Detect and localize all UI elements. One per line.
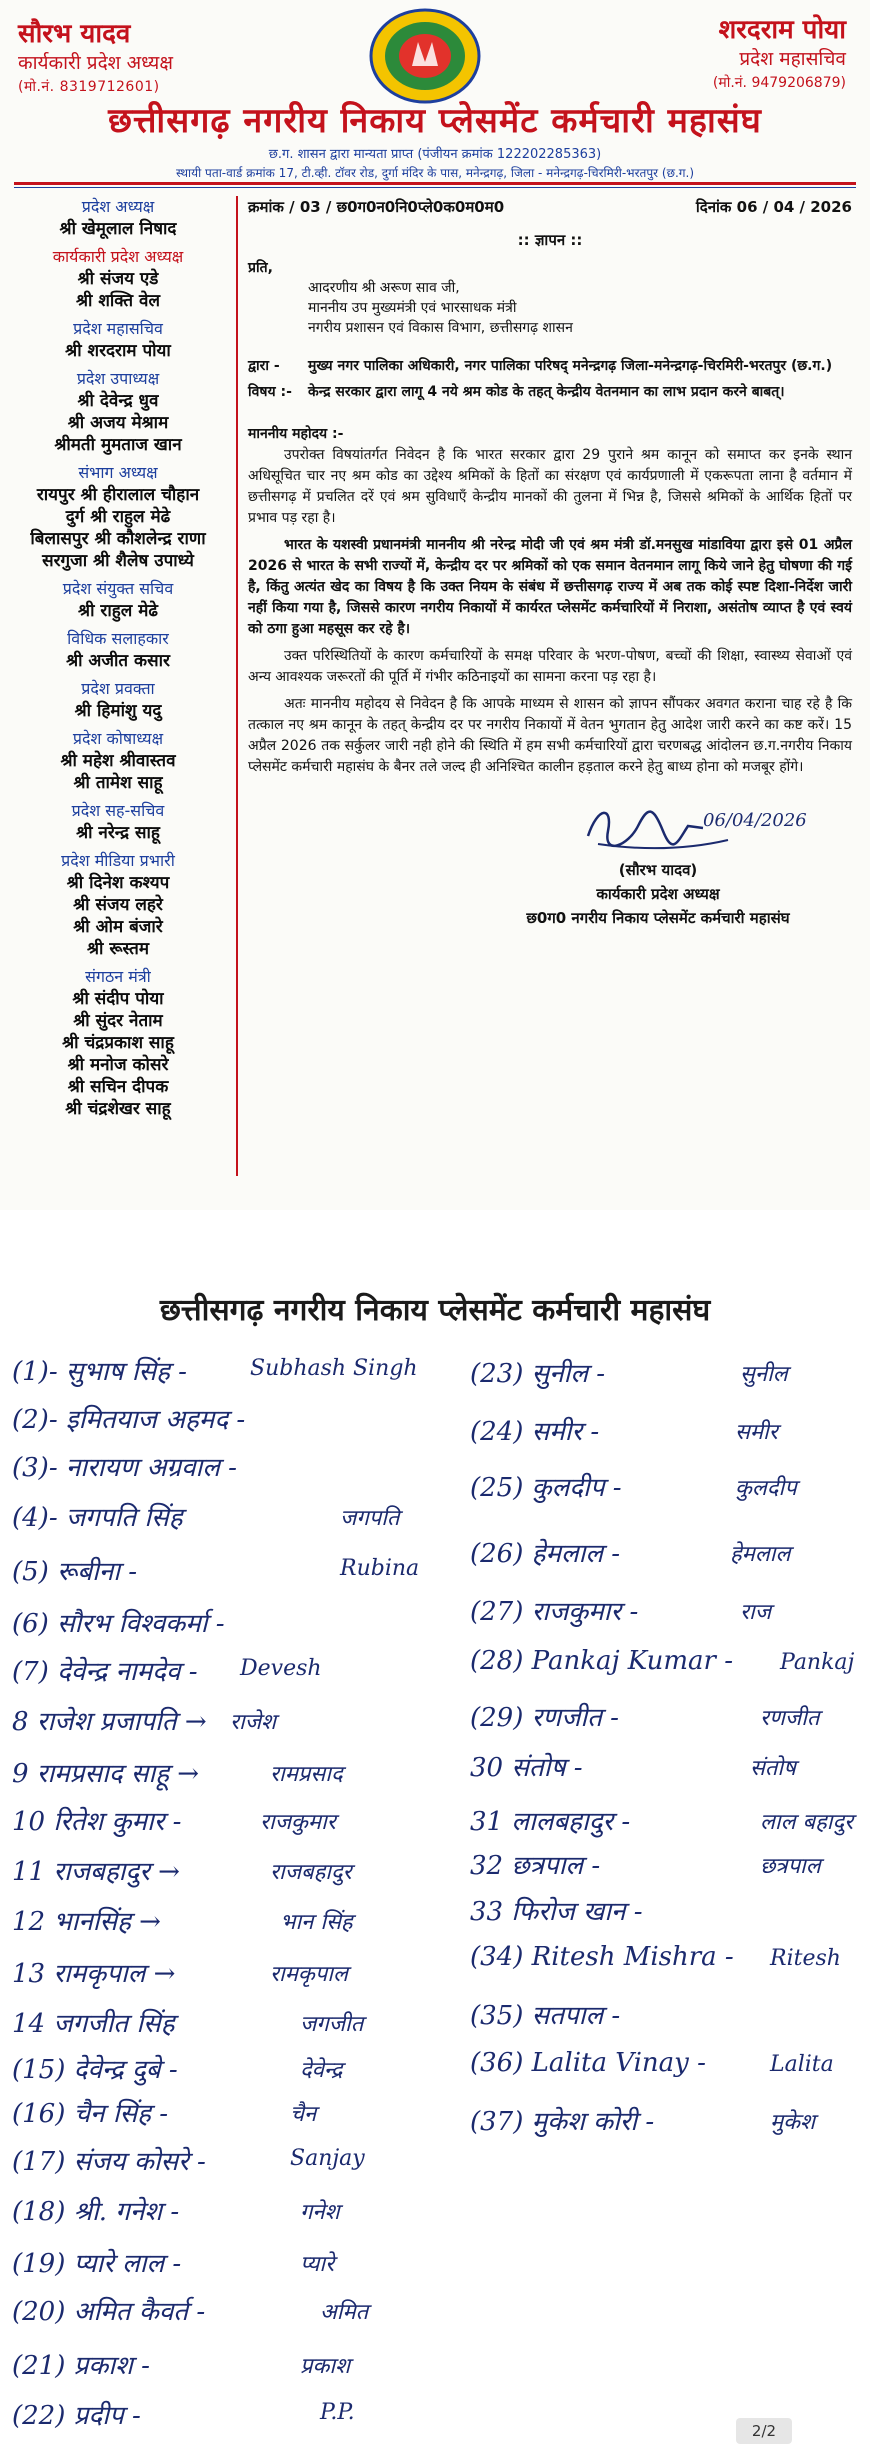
handwritten-signature: चैन xyxy=(290,2102,317,2127)
sidebar-group xyxy=(8,246,228,312)
subject-text: केन्द्र सरकार द्वारा लागू 4 नये श्रम कोड के तहत् केन्द्रीय वेतनमान का लाभ प्रदान करने बाबत्। xyxy=(308,384,785,400)
handwritten-signature: मुकेश xyxy=(770,2110,816,2135)
sidebar-group xyxy=(8,578,228,622)
organization-registration: छ.ग. शासन द्वारा मान्यता प्राप्त (पंजीयन क्रमांक 122202285363) xyxy=(268,147,602,162)
signatory-entry: (7) देवेन्द्र नामदेव - xyxy=(12,1657,198,1687)
sidebar-member-name: सरगुजा श्री शैलेष उपाध्ये xyxy=(42,551,194,571)
addressee-label: प्रति, xyxy=(248,260,273,276)
signatory-designation: कार्यकारी प्रदेश अध्यक्ष xyxy=(596,885,720,903)
sidebar-group xyxy=(8,850,228,960)
sidebar-member-name: दुर्ग श्री राहुल मेढे xyxy=(65,507,171,527)
sidebar-group-title: प्रदेश महासचिव xyxy=(73,319,163,338)
handwritten-signature: P.P. xyxy=(320,2400,355,2425)
handwritten-signature: अमित xyxy=(320,2300,369,2325)
paragraph-3: उक्त परिस्थितियों के कारण कर्मचारियों के समक्ष परिवार के भरण-पोषण, बच्चों की शिक्षा, स्वास्थ्य सेवाओं एवं अन्य आवश्यक जरूरतों की पूर्ति में गंभीर कठिनाइयों का सामना करना पड़ रहा है। xyxy=(248,648,852,685)
handwritten-signature: भान सिंह xyxy=(280,1910,353,1935)
sidebar-group-title: प्रदेश प्रवक्ता xyxy=(81,679,155,698)
paragraph-1: उपरोक्त विषयांतर्गत निवेदन है कि भारत सरकार द्वारा 29 पुराने श्रम कानून को समाप्त कर इनके स्थान अधिसूचित चार नए श्रम कोड का उद्देश्य श्रमिकों के हितों का संरक्षण एवं कार्यप्रणाली में एकरूपता लाना है वर्तमान में छत्तीसगढ़ में प्रचलित दरें एवं श्रम सुविधाएँ केन्द्रीय मानकों की तुलना में भिन्न है, जिससे श्रमिकों के आर्थिक हितों पर प्रभाव पड़ रहा है। xyxy=(248,447,852,526)
sidebar-group-title: प्रदेश अध्यक्ष xyxy=(81,197,155,216)
handwritten-signature: कुलदीप xyxy=(735,1476,797,1501)
subject-block xyxy=(248,382,852,402)
signatory-entry: 10 रितेश कुमार - xyxy=(12,1807,182,1837)
letter-page xyxy=(0,0,870,1210)
sidebar-group-title: प्रदेश उपाध्यक्ष xyxy=(76,369,160,388)
signatory-entry: (35) सतपाल - xyxy=(470,2001,621,2031)
signatory-entry: (19) प्यारे लाल - xyxy=(12,2249,182,2279)
sidebar-member-name: श्री चंद्रशेखर साहू xyxy=(65,1099,171,1119)
sidebar-group xyxy=(8,678,228,722)
signatory-entry: 14 जगजीत सिंह xyxy=(12,2009,175,2039)
through-text: मुख्य नगर पालिका अधिकारी, नगर पालिका परिषद् मनेन्द्रगढ़ जिला-मनेन्द्रगढ़-चिरमिरी-भरतपुर (छ.ग.) xyxy=(308,358,833,374)
sidebar-group xyxy=(8,462,228,572)
left-signatory-designation: कार्यकारी प्रदेश अध्यक्ष xyxy=(18,52,173,74)
signatory-entry: (20) अमित कैवर्त - xyxy=(12,2297,206,2327)
addressee-line: आदरणीय श्री अरूण साव जी, xyxy=(308,280,460,296)
signatory-entry: 11 राजबहादुर → xyxy=(12,1857,180,1887)
signatory-entry: (17) संजय कोसरे - xyxy=(12,2147,206,2177)
signatory-entry: (4)- जगपति सिंह xyxy=(12,1503,183,1533)
sidebar-member-name: श्री सुंदर नेताम xyxy=(73,1011,163,1031)
sidebar-group-title: प्रदेश कोषाध्यक्ष xyxy=(72,729,164,748)
header-divider xyxy=(14,182,856,185)
sidebar-member-name: श्री नरेन्द्र साहू xyxy=(76,823,160,843)
signature-block xyxy=(248,796,852,946)
signatory-entry: (16) चैन सिंह - xyxy=(12,2099,169,2129)
signatory-entry: 33 फिरोज खान - xyxy=(470,1897,643,1927)
signatory-entry: (23) सुनील - xyxy=(470,1359,606,1389)
handwritten-signature: गनेश xyxy=(300,2200,340,2225)
letter-date: दिनांक 06 / 04 / 2026 xyxy=(695,198,852,216)
sidebar-member-name: रायपुर श्री हीरालाल चौहान xyxy=(36,485,200,505)
sidebar-member-name: श्री संजय एडे xyxy=(77,269,159,289)
handwritten-signature xyxy=(578,796,818,856)
letter-body xyxy=(248,196,852,946)
signatory-entry: (29) रणजीत - xyxy=(470,1703,619,1733)
signatory-entry: (36) Lalita Vinay - xyxy=(470,2048,706,2078)
sidebar-member-name: श्री ओम बंजारे xyxy=(73,917,163,937)
handwritten-signature: प्रकाश xyxy=(300,2354,351,2379)
signatory-entry: (1)- सुभाष सिंह - xyxy=(12,1357,187,1387)
signatory-entry: (27) राजकुमार - xyxy=(470,1597,639,1627)
sidebar-group xyxy=(8,196,228,240)
handwritten-signature: राजेश xyxy=(230,1710,276,1735)
sidebar-member-name: श्री अजीत कसार xyxy=(66,651,170,671)
signatory-entry: (6) सौरभ विश्वकर्मा - xyxy=(12,1609,225,1639)
through-label: द्वारा - xyxy=(248,358,280,374)
sidebar-group-title: संगठन मंत्री xyxy=(85,967,151,986)
sidebar-group xyxy=(8,966,228,1120)
sidebar-group-title: कार्यकारी प्रदेश अध्यक्ष xyxy=(52,247,184,266)
sidebar-member-name: श्री तामेश साहू xyxy=(73,773,163,793)
handwritten-signature: राजकुमार xyxy=(260,1810,336,1835)
handwritten-signature: राज xyxy=(740,1600,772,1625)
signatory-entry: (22) प्रदीप - xyxy=(12,2401,141,2431)
handwritten-signature: Ritesh xyxy=(770,1946,841,1971)
sidebar-member-name: श्री मनोज कोसरे xyxy=(67,1055,169,1075)
header-divider-thin xyxy=(14,187,856,188)
page-indicator: 2/2 xyxy=(736,2418,792,2444)
signature-sheet-title: छत्तीसगढ़ नगरीय निकाय प्लेसमेंट कर्मचारी महासंघ xyxy=(159,1293,711,1328)
right-signatory-designation: प्रदेश महासचिव xyxy=(739,48,846,70)
sidebar-group xyxy=(8,728,228,794)
handwritten-signature: Devesh xyxy=(240,1656,322,1681)
sidebar-member-name: श्री संदीप पोया xyxy=(72,989,164,1009)
right-signatory-name: शरदराम पोया xyxy=(718,15,846,45)
sidebar-member-name: श्री चंद्रप्रकाश साहू xyxy=(62,1033,174,1053)
paragraph-2: भारत के यशस्वी प्रधानमंत्री माननीय श्री नरेन्द्र मोदी जी एवं श्रम मंत्री डॉ.मनसुख मांडाविया द्वारा इसे 01 अप्रैल 2026 से भारत के सभी राज्यों में, केन्द्रीय दर पर श्रमिकों को एक समान वेतनमान लागू किये जाने हेतु घोषणा की गई है, किंतु अत्यंत खेद का विषय है कि उक्त नियम के संबंध में छत्तीसगढ़ राज्य में अब तक कोई स्पष्ट दिशा-निर्देश जारी नहीं किया गया है, जिससे कारण नगरीय निकायों में कार्यरत प्लेसमेंट कर्मचारियों में निराशा, असंतोष व्याप्त है एवं स्वयं को ठगा हुआ महसूस कर रहे है। xyxy=(248,537,852,637)
signatory-entry: 9 रामप्रसाद साहू → xyxy=(12,1759,200,1789)
handwritten-signature: देवेन्द्र xyxy=(300,2058,343,2083)
handwritten-signature: लाल बहादुर xyxy=(760,1810,854,1835)
signatory-entry: (3)- नारायण अग्रवाल - xyxy=(12,1453,237,1483)
memorandum-heading: :: ज्ञापन :: xyxy=(517,231,583,249)
signatory-entry: (2)- इमितयाज अहमद - xyxy=(12,1405,246,1435)
sidebar-member-name: श्रीमती मुमताज खान xyxy=(54,435,182,455)
sidebar-group xyxy=(8,368,228,456)
signatory-entry: (18) श्री. गनेश - xyxy=(12,2197,180,2227)
sidebar-member-name: श्री शक्ति वेल xyxy=(75,291,161,311)
office-bearers-sidebar xyxy=(8,196,238,1176)
addressee-line: माननीय उप मुख्यमंत्री एवं भारसाधक मंत्री xyxy=(308,300,517,316)
sidebar-member-name: श्री देवेन्द्र धुव xyxy=(77,391,159,411)
right-signatory-mobile: (मो.नं. 9479206879) xyxy=(712,75,846,91)
sidebar-member-name: श्री खेमूलाल निषाद xyxy=(59,219,177,239)
addressee-lines xyxy=(308,258,852,338)
handwritten-signature: रामकृपाल xyxy=(270,1962,348,1987)
organization-logo xyxy=(350,6,500,106)
signatory-entry: 31 लालबहादुर - xyxy=(470,1807,631,1837)
signatory-entry: 12 भानसिंह → xyxy=(12,1907,161,1937)
handwritten-signature: Lalita xyxy=(770,2052,834,2077)
signatory-organization: छ0ग0 नगरीय निकाय प्लेसमेंट कर्मचारी महासंघ xyxy=(526,909,790,927)
signatory-entry: 8 राजेश प्रजापति → xyxy=(12,1707,207,1737)
sidebar-member-name: बिलासपुर श्री कौशलेन्द्र राणा xyxy=(30,529,206,549)
left-signatory-mobile: (मो.नं. 8319712601) xyxy=(18,79,160,95)
signature-sheet-page xyxy=(0,1242,870,2464)
sidebar-group-title: विधिक सलाहकार xyxy=(67,629,169,648)
handwritten-signature: राजबहादुर xyxy=(270,1860,352,1885)
sidebar-group-title: प्रदेश सह-सचिव xyxy=(71,801,165,820)
sidebar-group xyxy=(8,628,228,672)
sidebar-member-name: श्री राहुल मेढे xyxy=(78,601,158,621)
signatory-entry: 30 संतोष - xyxy=(470,1753,583,1783)
signatory-entry: (5) रूबीना - xyxy=(12,1557,138,1587)
sidebar-member-name: श्री महेश श्रीवास्तव xyxy=(60,751,176,771)
reference-number: क्रमांक / 03 / छ0ग0न0नि0प्ले0क0म0म0 xyxy=(248,198,505,216)
organization-title: छत्तीसगढ़ नगरीय निकाय प्लेसमेंट कर्मचारी महासंघ xyxy=(108,101,762,141)
signatory-details xyxy=(478,858,838,930)
handwritten-signature: Pankaj xyxy=(780,1650,855,1675)
handwritten-signature: संतोष xyxy=(750,1756,796,1781)
handwritten-signature: Subhash Singh xyxy=(250,1356,418,1381)
signatory-entry: (25) कुलदीप - xyxy=(470,1473,622,1503)
sidebar-member-name: श्री संजय लहरे xyxy=(73,895,163,915)
organization-address: स्थायी पता-वार्ड क्रमांक 17, टी.व्ही. टॉवर रोड, दुर्गा मंदिर के पास, मनेन्द्रगढ़, जिला - मनेन्द्रगढ़-चिरमिरी-भरतपुर (छ.ग.) xyxy=(175,166,695,180)
through-block xyxy=(248,356,852,376)
signatory-entry: (37) मुकेश कोरी - xyxy=(470,2107,655,2137)
sidebar-member-name: श्री दिनेश कश्यप xyxy=(66,873,170,893)
handwritten-signature: जगजीत xyxy=(300,2012,364,2037)
sidebar-group-title: संभाग अध्यक्ष xyxy=(78,463,158,482)
signatory-entry: (34) Ritesh Mishra - xyxy=(470,1942,734,1972)
handwritten-signature: छत्रपाल xyxy=(760,1854,821,1879)
subject-label: विषय :- xyxy=(248,384,292,400)
sidebar-member-name: श्री अजय मेश्राम xyxy=(67,413,169,433)
sidebar-group xyxy=(8,318,228,362)
signatory-entry: (24) समीर - xyxy=(470,1417,600,1447)
signatory-entry: (15) देवेन्द्र दुबे - xyxy=(12,2055,178,2085)
signatory-entry: 32 छत्रपाल - xyxy=(470,1851,601,1881)
handwritten-signature: प्यारे xyxy=(300,2252,335,2277)
handwritten-signature: जगपति xyxy=(340,1506,400,1531)
paragraph-4: अतः माननीय महोदय से निवेदन है कि आपके माध्यम से शासन को ज्ञापन सौंपकर अवगत कराना चाह रहे है कि तत्काल नए श्रम कानून के तहत् केन्द्रीय दर पर नगरीय निकायों में वेतन भुगतान हेतु आदेश जारी करने का कष्ट करें। 15 अप्रैल 2026 तक सर्कुलर जारी नही होने की स्थिति में हम सभी कर्मचारियों द्वारा चरणबद्ध आंदोलन छ.ग.नगरीय निकाय प्लेसमेंट कर्मचारी महासंघ के बैनर तले जल्द ही अनिश्चित कालीन हड़ताल करने हेतु बाध्य होना को मजबूर होंगे। xyxy=(248,696,852,775)
signatory-entry: (28) Pankaj Kumar - xyxy=(470,1646,734,1676)
letterhead-right xyxy=(546,14,846,94)
sidebar-group xyxy=(8,800,228,844)
sidebar-group-title: प्रदेश संयुक्त सचिव xyxy=(62,579,174,598)
signatory-entry: (21) प्रकाश - xyxy=(12,2351,150,2381)
handwritten-signature: Rubina xyxy=(340,1556,420,1581)
handwritten-signature: सुनील xyxy=(740,1362,788,1387)
signatory-entry: 13 रामकृपाल → xyxy=(12,1959,176,1989)
signatory-name: (सौरभ यादव) xyxy=(618,861,698,879)
salutation: माननीय महोदय :- xyxy=(248,426,344,442)
addressee-line: नगरीय प्रशासन एवं विकास विभाग, छत्तीसगढ़ शासन xyxy=(308,320,573,336)
handwritten-signature: रणजीत xyxy=(760,1706,820,1731)
signatory-entry: (26) हेमलाल - xyxy=(470,1539,621,1569)
reference-line xyxy=(248,196,852,218)
sidebar-member-name: श्री रूस्तम xyxy=(86,939,150,959)
sidebar-member-name: श्री हिमांशु यदु xyxy=(74,701,162,721)
handwritten-signature: Sanjay xyxy=(290,2146,365,2171)
page-gap xyxy=(0,1210,870,1242)
sidebar-member-name: श्री शरदराम पोया xyxy=(65,341,171,361)
sidebar-group-title: प्रदेश मीडिया प्रभारी xyxy=(61,851,175,870)
handwritten-signature: समीर xyxy=(735,1420,778,1445)
letterhead-left xyxy=(18,18,348,98)
handwritten-signature: रामप्रसाद xyxy=(270,1762,343,1787)
addressee-block xyxy=(248,258,852,338)
left-signatory-name: सौरभ यादव xyxy=(18,19,131,49)
handwritten-signature: हेमलाल xyxy=(730,1542,791,1567)
sidebar-member-name: श्री सचिन दीपक xyxy=(67,1077,169,1097)
signature-date: 06/04/2026 xyxy=(703,810,807,831)
